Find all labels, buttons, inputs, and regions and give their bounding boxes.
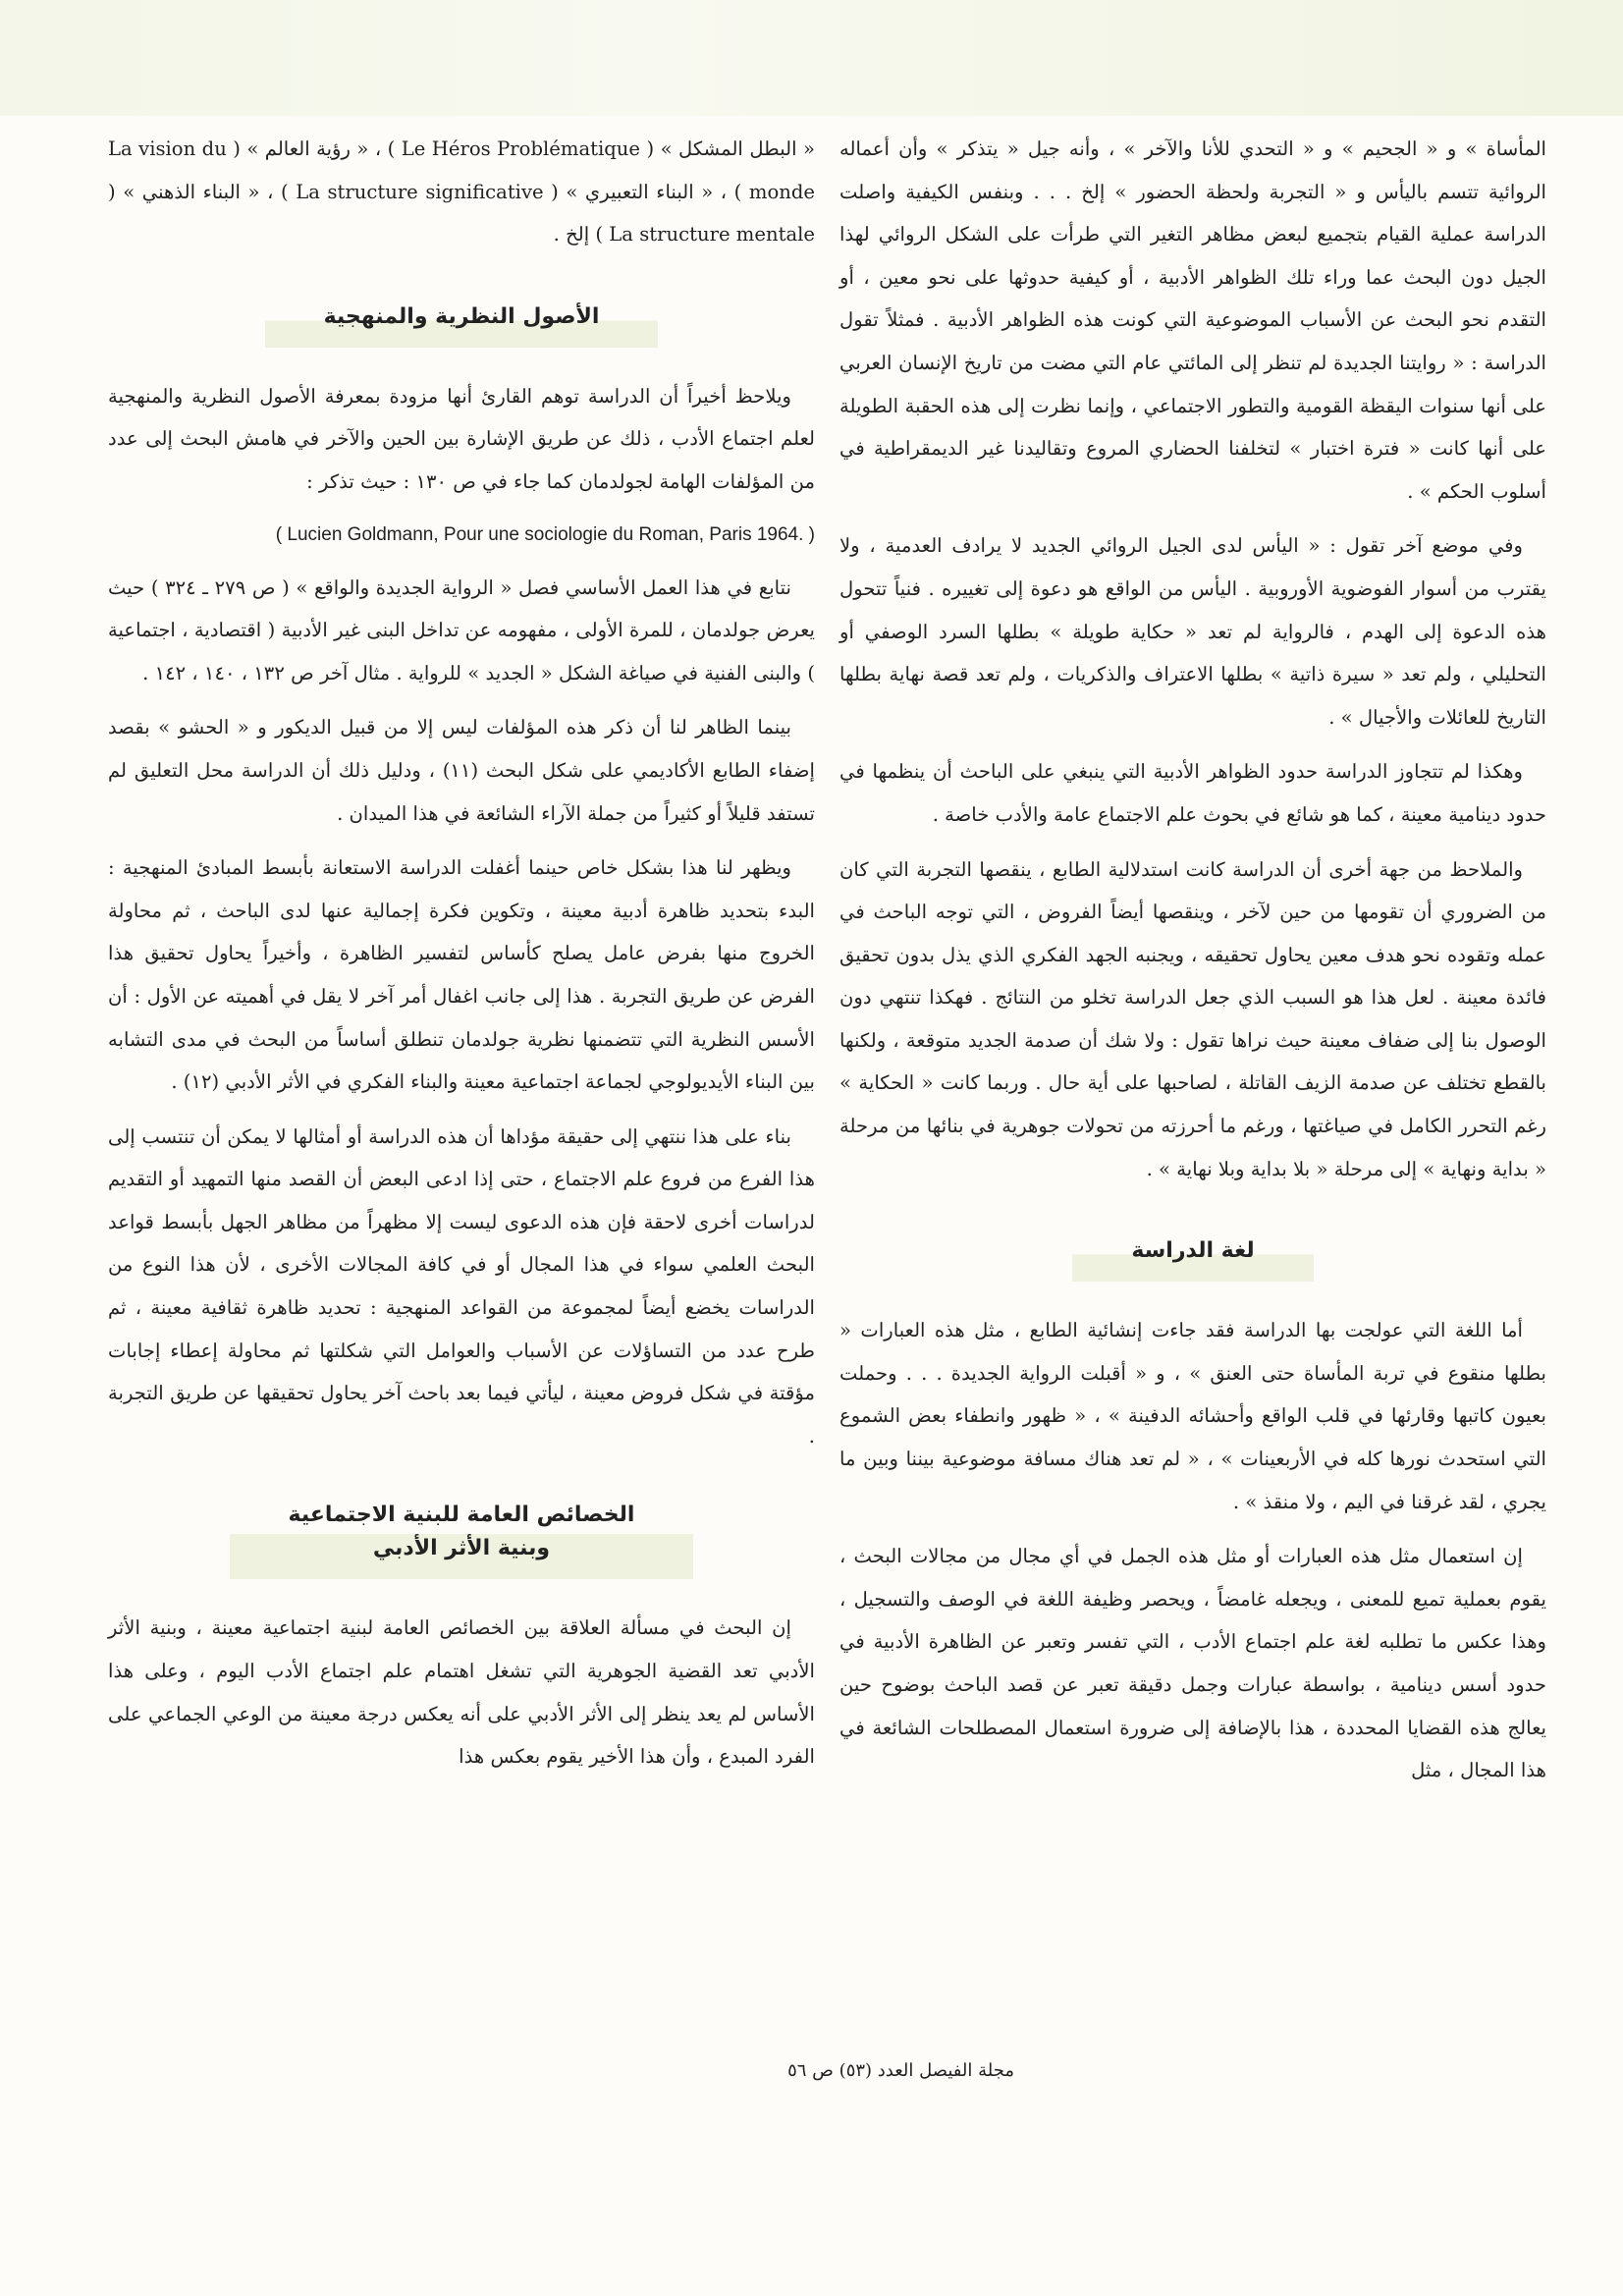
heading-line: وبنية الأثر الأدبي bbox=[372, 1536, 551, 1561]
paragraph: بينما الظاهر لنا أن ذكر هذه المؤلفات ليس إلا من قبيل الديكور و « الحشو » بقصد إضفاء الطابع الأكاديمي على شكل البحث (١١) ، ودليل ذلك أن الدراسة محل التعليق لم تستفد قليلاً أو كثيراً من جملة الآراء الشائعة في هذا الميدان . bbox=[108, 716, 815, 825]
paragraph: أما اللغة التي عولجت بها الدراسة فقد جاءت إنشائية الطابع ، مثل هذه العبارات « بطلها منقوع في تربة المأساة حتى العنق » ، و « أقبلت الرواية الجديدة . . . وحملت بعيون كاتبها وقارئها في قلب الواقع وأحشائه الدفينة » ، « ظهور وانطفاء بعض الشموع التي استحدث نورها كله في الأربعينات » ، « لم تعد هناك مسافة موضوعية بيننا وبين ما يجري ، لقد غرقنا في اليم ، ولا منقذ » . bbox=[839, 1319, 1546, 1513]
page-footer: مجلة الفيصل العدد (٥٣) ص ٥٦ bbox=[787, 2060, 1014, 2081]
paragraph: ويلاحظ أخيراً أن الدراسة توهم القارئ أنها مزودة بمعرفة الأصول النظرية والمنهجية لعلم اجتماع الأدب ، ذلك عن طريق الإشارة بين الحين والآخر في هامش البحث إلى عدد من المؤلفات الهامة لجولدمان كما جاء في ص ١٣٠ : حيث تذكر : bbox=[108, 384, 815, 493]
right-column bbox=[839, 128, 1546, 1804]
citation: ( Lucien Goldmann, Pour une sociologie du Roman, Paris 1964. ) bbox=[275, 523, 815, 545]
paragraph: ويظهر لنا هذا بشكل خاص حينما أغفلت الدراسة الاستعانة بأبسط المبادئ المنهجية : البدء بتحديد ظاهرة أدبية معينة ، وتكوين فكرة إجمالية عنها لدى الباحث ، ثم محاولة الخروج منها بفرض عامل يصلح كأساس لتفسير الظاهرة ، وأخيراً يحاول تحقيق هذا الفرض عن طريق التجربة . هذا إلى جانب اغفال أمر آخر لا يقل في أهميته عن الأول : أن الأسس النظرية التي تتضمنها نظرية جولدمان تنطلق أساساً من البحث في مدى التشابه بين البناء الأيديولوجي لجماعة اجتماعية معينة والبناء الفكري في الأثر الأدبي (١٢) . bbox=[108, 856, 815, 1094]
paragraph: إن البحث في مسألة العلاقة بين الخصائص العامة لبنية اجتماعية معينة ، وبنية الأثر الأدبي تعد القضية الجوهرية التي تشغل اهتمام علم اجتماع الأدب اليوم ، وعلى هذا الأساس لم يعد ينظر إلى الأثر الأدبي على أنه يعكس درجة معينة من الوعي الجماعي على الفرد المبدع ، وأن هذا الأخير يقوم بعكس هذا bbox=[108, 1616, 815, 1769]
section-heading-language: لغة الدراسة bbox=[1072, 1232, 1313, 1282]
section-heading-wrap bbox=[839, 1230, 1546, 1282]
section-heading-wrap bbox=[108, 1497, 815, 1579]
paragraph: بناء على هذا ننتهي إلى حقيقة مؤداها أن هذه الدراسة أو أمثالها لا يمكن أن تنتسب إلى هذا الفرع من فروع علم الاجتماع ، حتى إذا ادعى البعض أن القصد منها التمهيد أو التقديم لدراسات أخرى لاحقة فإن هذه الدعوى ليست إلا مظهراً من مظاهر الجهل بأبسط قواعد البحث العلمي سواء في هذا المجال أو في كافة المجالات الأخرى ، لأن هذا النوع من الدراسات يخضع أيضاً لمجموعة من القواعد المنهجية : تحديد ظاهرة ثقافية معينة ، ثم طرح عدد من التساؤلات عن الأسباب والعوامل التي شكلتها ثم محاولة إعطاء إجابات مؤقتة في شكل فروض معينة ، ليأتي فيما بعد باحث آخر يحاول تحقيقها عن طريق التجربة . bbox=[108, 1124, 815, 1448]
paragraph: نتابع في هذا العمل الأساسي فصل « الرواية الجديدة والواقع » ( ص ٢٧٩ ـ ٣٢٤ ) حيث يعرض جولدمان ، للمرة الأولى ، مفهومه عن تداخل البنى غير الأدبية ( اقتصادية ، اجتماعية ) والبنى الفنية في صياغة الشكل « الجديد » للرواية . مثال آخر ص ١٣٢ ، ١٤٠ ، ١٤٢ . bbox=[108, 575, 815, 684]
section-heading-characteristics bbox=[230, 1497, 694, 1579]
terms-list: « البطل المشكل » ( Le Héros Problématique ) ، « رؤية العالم » ( La vision du monde ) ، « البناء التعبيري » ( La structure significative ) ، « البناء الذهني » ( La structure mentale ) إلخ . bbox=[108, 137, 815, 246]
paragraph: وهكذا لم تتجاوز الدراسة حدود الظواهر الأدبية التي ينبغي على الباحث أن ينظمها في حدود دينامية معينة ، كما هو شائع في بحوث علم الاجتماع عامة والأدب خاصة . bbox=[839, 760, 1546, 826]
paragraph: المأساة » و « الجحيم » و « التحدي للأنا والآخر » ، وأنه جيل « يتذكر » وأن أعماله الروائية تتسم باليأس و « التجربة ولحظة الحضور » إلخ . . . وبنفس الكيفية واصلت الدراسة عملية القيام بتجميع لبعض مظاهر التغير التي طرأت على الشكل الروائي لهذا الجيل دون البحث عما وراء تلك الظواهر الأدبية ، أو كيفية حدوثها على نحو معين ، أو التقدم نحو البحث عن الأسباب الموضوعية التي كونت هذه الظواهر الأدبية . فمثلاً تقول الدراسة : « روايتنا الجديدة لم تنظر إلى المائتي عام التي مضت من تاريخ الإنسان العربي على أنها سنوات اليقظة القومية والتطور الاجتماعي ، وإنما نظرت إلى هذه الحقبة الطويلة على أنها كانت « فترة اختبار » لتخلفنا الحضاري المروع وتقاليدنا غير الديمقراطية في أسلوب الحكم » . bbox=[839, 137, 1546, 503]
section-heading-foundations: الأصول النظرية والمنهجية bbox=[265, 299, 659, 348]
paragraph: وفي موضع آخر تقول : « اليأس لدى الجيل الروائي الجديد لا يرادف العدمية ، ولا يقترب من أسوار الفوضوية الأوروبية . اليأس من الواقع هو دعوة إلى تغييره . فنياً تتحول هذه الدعوة إلى الهدم ، فالرواية لم تعد « حكاية طويلة » بطلها السرد الوصفي أو التحليلي ، ولم تعد « سيرة ذاتية » بطلها الاعتراف والذكريات ، ولم تعد قصة نهاية بطلها التاريخ للعائلات والأجيال » . bbox=[839, 534, 1546, 729]
left-column bbox=[108, 128, 815, 1790]
section-heading-wrap bbox=[108, 296, 815, 348]
paragraph: والملاحظ من جهة أخرى أن الدراسة كانت استدلالية الطابع ، ينقصها التجربة التي كان من الضروري أن تقومها من حين لآخر ، وينقصها أيضاً الفروض ، التي توجه الباحث في عمله وتقوده نحو هدف معين يحاول تحقيقه ، ويجنبه الجهد الفكري الذي يذل بدون تحقيق فائدة معينة . لعل هذا هو السبب الذي جعل الدراسة تخلو من النتائج . فهكذا تنتهي دون الوصول بنا إلى ضفاف معينة حيث نراها تقول : ولا شك أن صدمة الجديد متوقعة ، ولكنها بالقطع تختلف عن صدمة الزيف القاتلة ، لصاحبها على أية حال . وربما كانت « الحكاية » رغم التحرر الكامل في صياغتها ، ورغم ما أحرزته من تحولات جوهرية في بنائها من مرحلة « بداية ونهاية » إلى مرحلة « بلا بداية وبلا نهاية » . bbox=[839, 857, 1546, 1180]
heading-line: الخصائص العامة للبنية الاجتماعية bbox=[288, 1503, 635, 1528]
top-color-strip bbox=[0, 0, 1623, 116]
paragraph: إن استعمال مثل هذه العبارات أو مثل هذه الجمل في أي مجال من مجالات البحث ، يقوم بعملية تميع للمعنى ، ويجعله غامضاً ، ويحصر وظيفة اللغة في الوصف والتسجيل ، وهذا عكس ما تطلبه لغة علم اجتماع الأدب ، التي تفسر وتعبر عن الظاهرة الأدبية في حدود أسس دينامية ، بواسطة عبارات وجمل دقيقة تعبر عن قصد الباحث بوضوح حين يعالج هذه القضايا المحددة ، هذا بالإضافة إلى ضرورة استعمال المصطلحات الشائعة في هذا المجال ، مثل bbox=[839, 1545, 1546, 1782]
